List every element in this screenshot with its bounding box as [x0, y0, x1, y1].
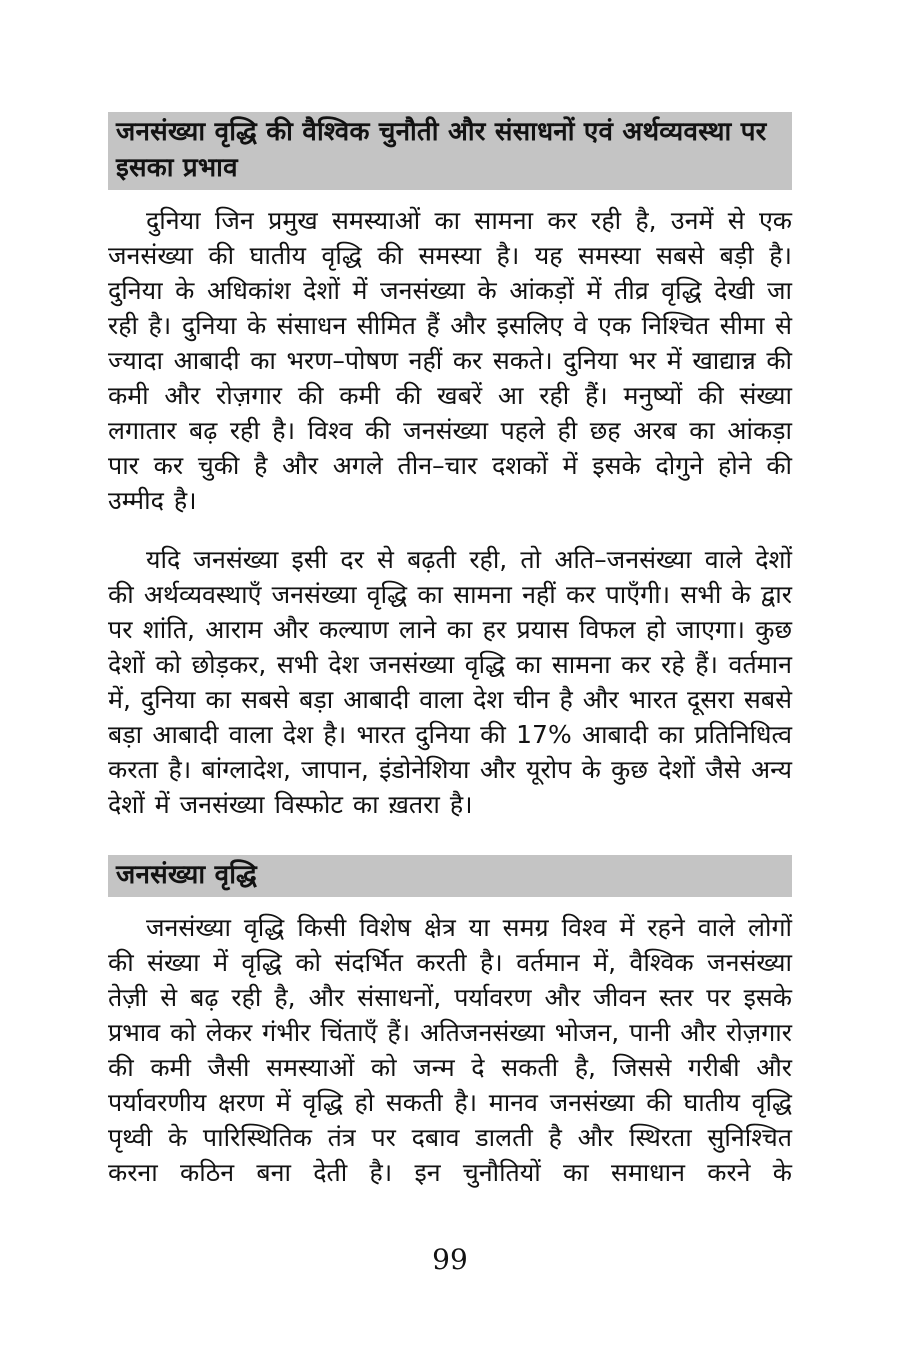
paragraph-growth-rate-impact: यदि जनसंख्या इसी दर से बढ़ती रही, तो अति–जनसंख्या वाले देशों की अर्थव्यवस्थाएँ जनसंख्या वृद्धि का सामना नहीं कर पाएँगी। सभी के द्वार पर शांति, आराम और कल्याण लाने का हर प्रयास विफल हो जाएगा। कुछ देशों को छोड़कर, सभी देश जनसंख्या वृद्धि का सामना कर रहे हैं। वर्तमान में, दुनिया का सबसे बड़ा आबादी वाला देश चीन है और भारत दूसरा सबसे बड़ा आबादी वाला देश है। भारत दुनिया की 17% आबादी का प्रतिनिधित्व करता है। बांग्लादेश, जापान, इंडोनेशिया और यूरोप के कुछ देशों जैसे अन्य देशों में जनसंख्या विस्फोट का ख़तरा है। — [108, 545, 792, 819]
paragraph-world-problems: दुनिया जिन प्रमुख समस्याओं का सामना कर रही है, उनमें से एक जनसंख्या की घातीय वृद्धि की समस्या है। यह समस्या सबसे बड़ी है। दुनिया के अधिकांश देशों में जनसंख्या के आंकड़ों में तीव्र वृद्धि देखी जा रही है। दुनिया के संसाधन सीमित हैं और इसलिए वे एक निश्चित सीमा से ज्यादा आबादी का भरण–पोषण नहीं कर सकते। दुनिया भर में खाद्यान्न की कमी और रोज़गार की कमी की खबरें आ रही हैं। मनुष्यों की संख्या लगातार बढ़ रही है। विश्व की जनसंख्या पहले ही छह अरब का आंकड़ा पार कर चुकी है और अगले तीन–चार दशकों में इसके दोगुने होने की उम्मीद है। — [108, 206, 792, 515]
section-heading-population-growth: जनसंख्या वृद्धि — [108, 855, 792, 897]
section-heading-population-challenge: जनसंख्या वृद्धि की वैश्विक चुनौती और संसाधनों एवं अर्थव्यवस्था पर इसका प्रभाव — [108, 112, 792, 190]
page-number: 99 — [432, 1243, 468, 1276]
paragraph-population-growth-definition: जनसंख्या वृद्धि किसी विशेष क्षेत्र या समग्र विश्व में रहने वाले लोगों की संख्या में वृद्धि को संदर्भित करती है। वर्तमान में, वैश्विक जनसंख्या तेज़ी से बढ़ रही है, और संसाधनों, पर्यावरण और जीवन स्तर पर इसके प्रभाव को लेकर गंभीर चिंताएँ हैं। अतिजनसंख्या भोजन, पानी और रोज़गार की कमी जैसी समस्याओं को जन्म दे सकती है, जिससे गरीबी और पर्यावरणीय क्षरण में वृद्धि हो सकती है। मानव जनसंख्या की घातीय वृद्धि पृथ्वी के पारिस्थितिक तंत्र पर दबाव डालती है और स्थिरता सुनिश्चित करना कठिन बना देती है। इन चुनौतियों का समाधान करने के — [108, 913, 792, 1187]
page-content — [108, 112, 792, 1190]
